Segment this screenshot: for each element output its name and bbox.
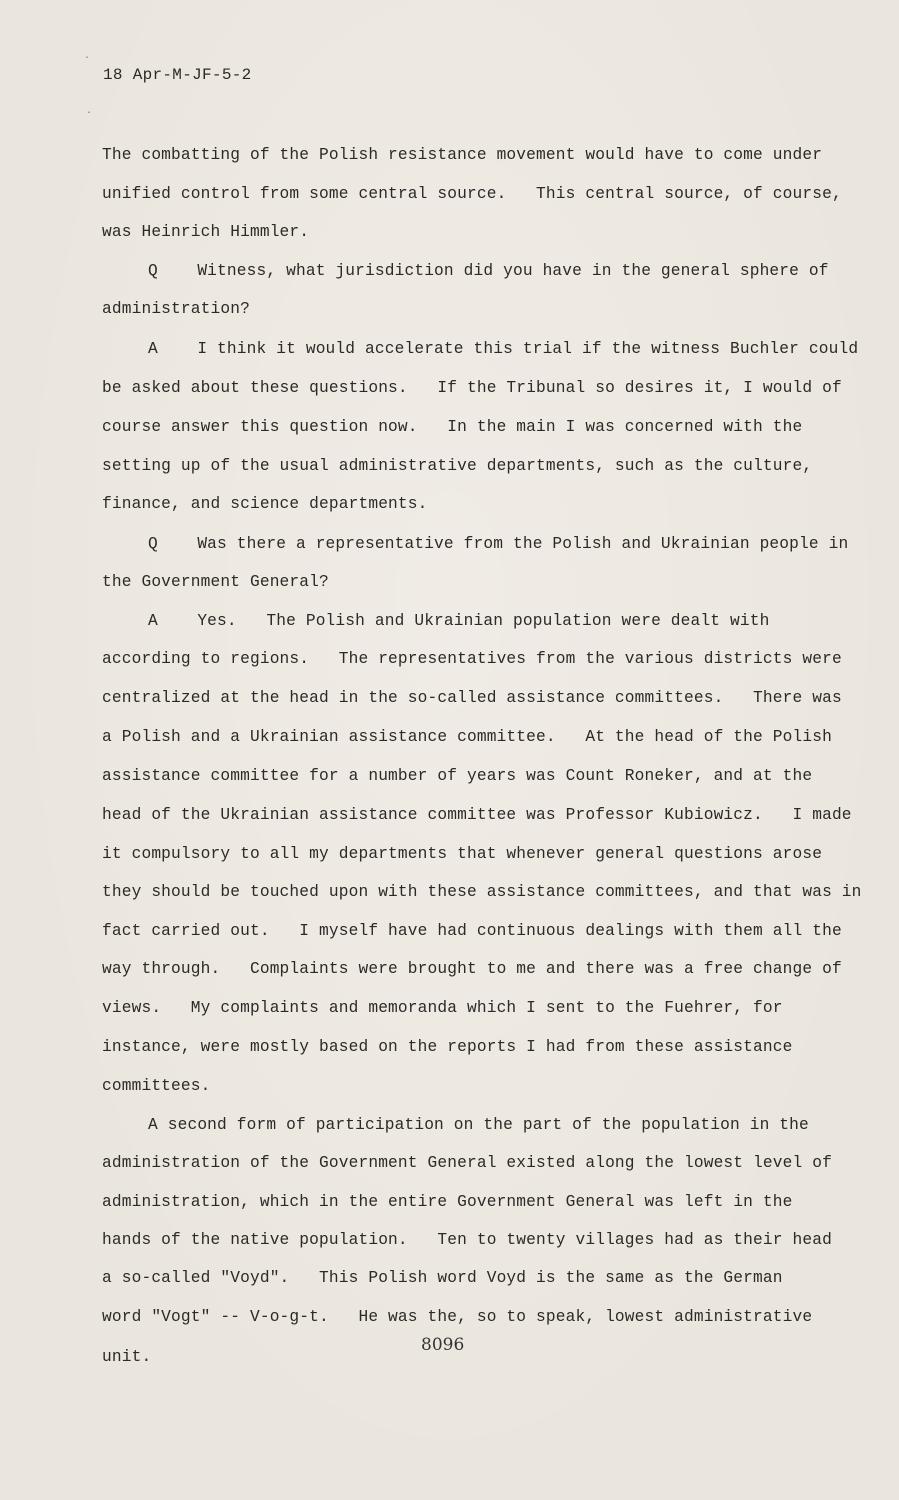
text-line: head of the Ukrainian assistance committee was Professor Kubiowicz. I made	[102, 806, 852, 824]
text-line: they should be touched upon with these assistance committees, and that was in	[102, 883, 862, 901]
text-line: be asked about these questions. If the Tribunal so desires it, I would of	[102, 379, 842, 397]
margin-mark: ·	[84, 53, 91, 64]
text-line: according to regions. The representatives from the various districts were	[102, 650, 842, 668]
text-line: administration of the Government General existed along the lowest level of	[102, 1154, 832, 1172]
text-line: it compulsory to all my departments that whenever general questions arose	[102, 845, 823, 863]
text-line: Q Witness, what jurisdiction did you have in the general sphere of	[148, 262, 829, 280]
text-line: committees.	[102, 1077, 211, 1095]
text-line: course answer this question now. In the main I was concerned with the	[102, 418, 803, 436]
text-line: word "Vogt" -- V-o-g-t. He was the, so to speak, lowest administrative	[102, 1308, 813, 1326]
text-line: A I think it would accelerate this trial if the witness Buchler could	[148, 340, 859, 358]
text-line: a so-called "Voyd". This Polish word Voyd is the same as the German	[102, 1269, 783, 1287]
text-line: a Polish and a Ukrainian assistance committee. At the head of the Polish	[102, 728, 832, 746]
text-line: hands of the native population. Ten to twenty villages had as their head	[102, 1231, 832, 1249]
text-line: fact carried out. I myself have had continuous dealings with them all the	[102, 922, 842, 940]
text-line: Q Was there a representative from the Polish and Ukrainian people in	[148, 535, 849, 553]
text-line: finance, and science departments.	[102, 495, 428, 513]
text-line: administration?	[102, 300, 250, 318]
text-line: instance, were mostly based on the reports I had from these assistance	[102, 1038, 793, 1056]
text-line: views. My complaints and memoranda which I sent to the Fuehrer, for	[102, 999, 783, 1017]
text-line: unified control from some central source. This central source, of course,	[102, 185, 842, 203]
text-line: way through. Complaints were brought to me and there was a free change of	[102, 960, 842, 978]
text-line: setting up of the usual administrative departments, such as the culture,	[102, 457, 813, 475]
text-line: The combatting of the Polish resistance movement would have to come under	[102, 146, 823, 164]
text-line: assistance committee for a number of years was Count Roneker, and at the	[102, 767, 813, 785]
document-header: 18 Apr-M-JF-5-2	[103, 66, 252, 84]
text-line: A Yes. The Polish and Ukrainian population were dealt with	[148, 612, 770, 630]
text-line: administration, which in the entire Government General was left in the	[102, 1193, 793, 1211]
text-line: the Government General?	[102, 573, 329, 591]
text-line: was Heinrich Himmler.	[102, 223, 310, 241]
page-number: 8096	[421, 1335, 465, 1355]
margin-mark: ·	[86, 108, 93, 119]
text-line: centralized at the head in the so-called assistance committees. There was	[102, 689, 842, 707]
text-line: A second form of participation on the part of the population in the	[148, 1116, 809, 1134]
text-line: unit.	[102, 1348, 152, 1366]
